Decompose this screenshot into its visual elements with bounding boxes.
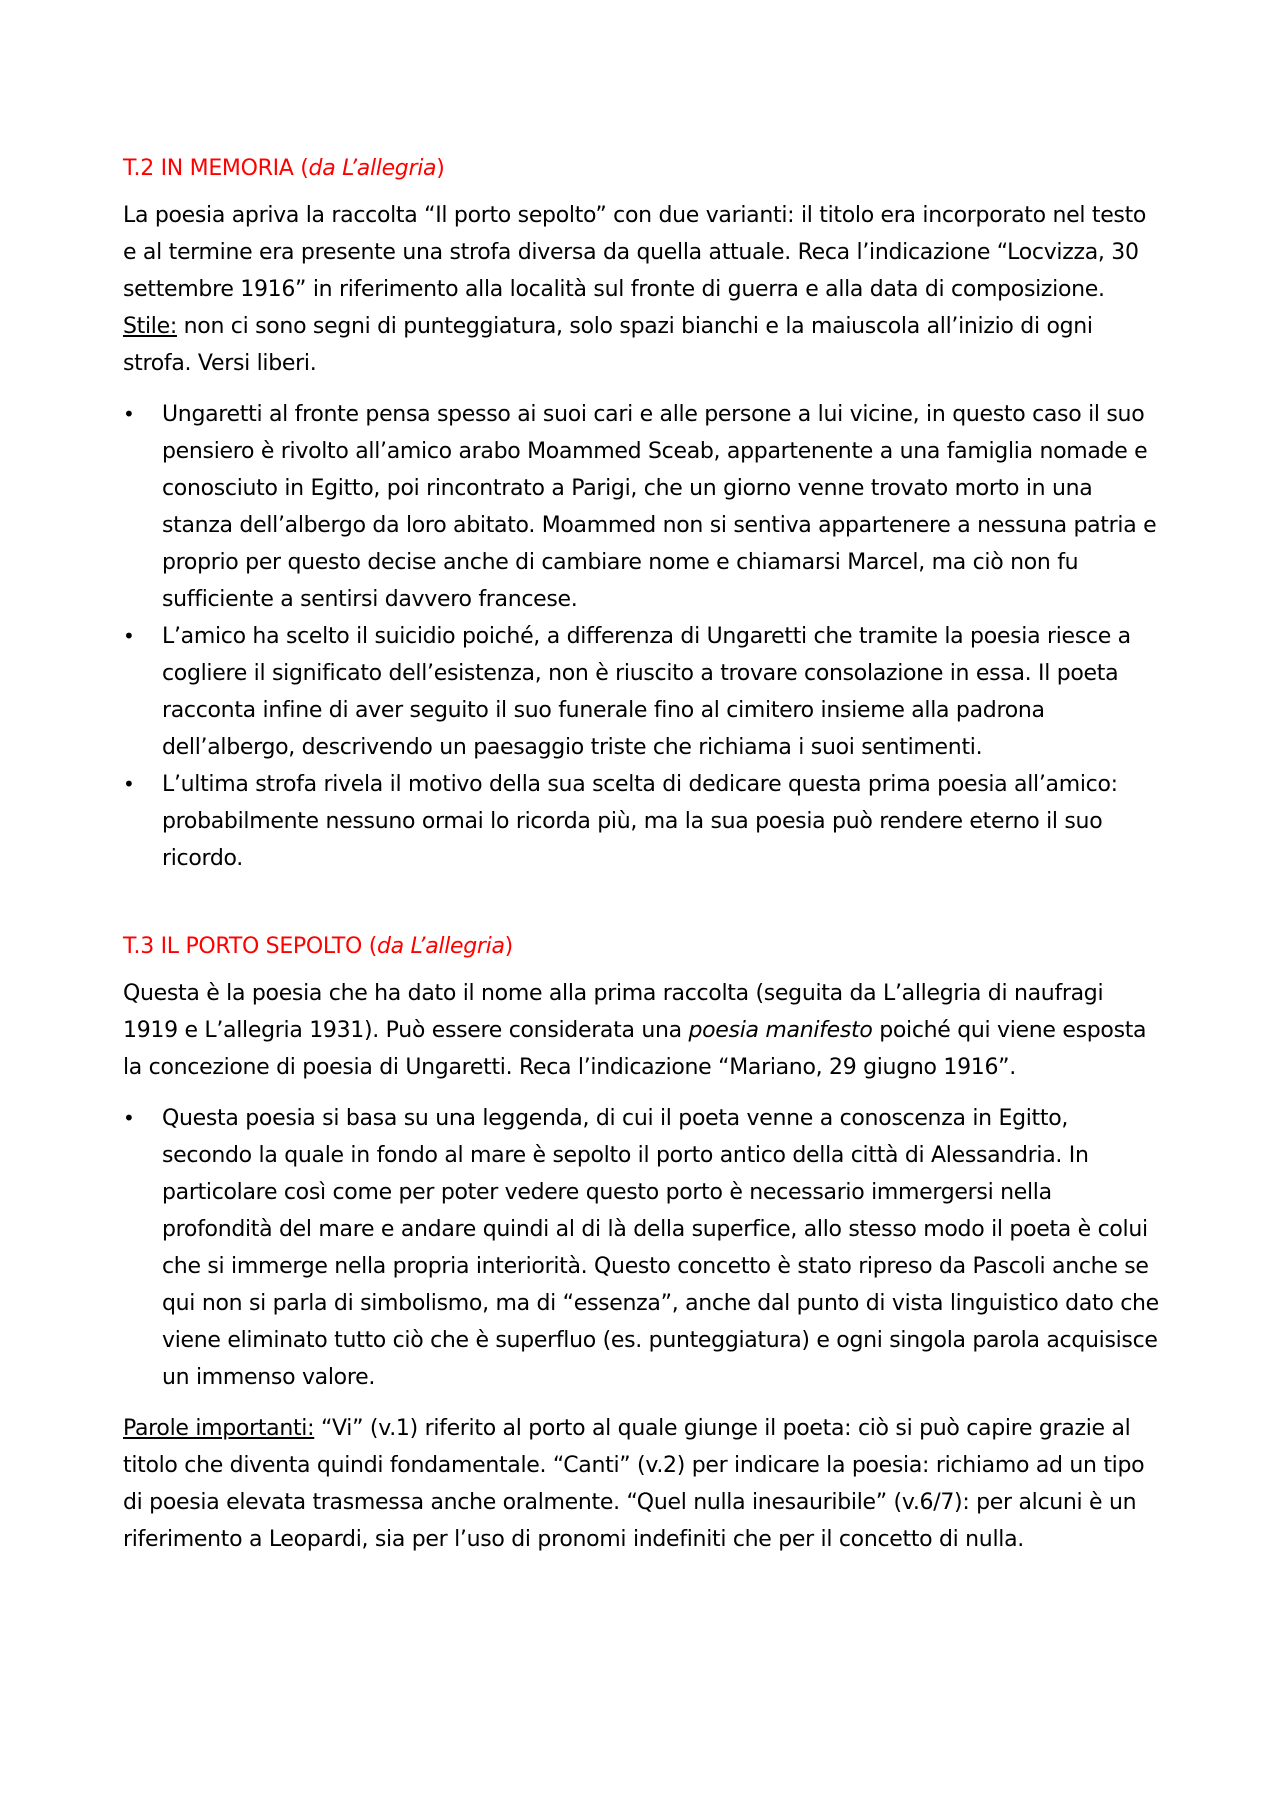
- list-item: [123, 1100, 1163, 1396]
- list-item: [123, 766, 1163, 877]
- document-page: [123, 150, 1163, 1572]
- section-heading-in-memoria: [123, 150, 1163, 187]
- intro-text: La poesia apriva la raccolta “Il porto sepolto” con due varianti: il titolo era incorporato nel testo e al termine era presente una strofa diversa da quella attuale. Reca l’indicazione “Locvizza, 30 settembre 1916” in riferimento alla località sul fronte di guerra e alla data di composizione.: [123, 203, 1147, 302]
- bullet-icon: •: [123, 402, 135, 426]
- list-item-text: L’amico ha scelto il suicidio poiché, a differenza di Ungaretti che tramite la poesia riesce a cogliere il significato dell’esistenza, non è riuscito a trovare consolazione in essa. Il poeta racconta infine di aver seguito il suo funerale fino al cimitero insieme alla padrona dell’albergo, descrivendo un paesaggio triste che richiama i suoi sentimenti.: [162, 624, 1131, 760]
- list-item-text: Questa poesia si basa su una leggenda, di cui il poeta venne a conoscenza in Egitto, secondo la quale in fondo al mare è sepolto il porto antico della città di Alessandria. In particolare così come per poter vedere questo porto è necessario immergersi nella profondità del mare e andare quindi al di là della superfice, allo stesso modo il poeta è colui che si immerge nella propria interiorità. Questo concetto è stato ripreso da Pascoli anche se qui non si parla di simbolismo, ma di “essenza”, anche dal punto di vista linguistico dato che viene eliminato tutto ciò che è superfluo (es. punteggiatura) e ogni singola parola acquisisce un immenso valore.: [162, 1106, 1159, 1390]
- intro-text-after: poiché qui viene esposta la concezione di poesia di Ungaretti. Reca l’indicazione “Mariano, 29 giugno 1916”.: [123, 1018, 1147, 1080]
- bullet-icon: •: [123, 772, 135, 796]
- heading-italic-source: da L’allegria: [376, 934, 505, 959]
- bullet-icon: •: [123, 624, 135, 648]
- parole-importanti-paragraph: [123, 1410, 1163, 1558]
- heading-close: ): [504, 934, 513, 959]
- heading-text: T.2 IN MEMORIA (: [123, 156, 309, 181]
- intro-text-after: non ci sono segni di punteggiatura, solo spazi bianchi e la maiuscola all’inizio di ogni strofa. Versi liberi.: [123, 314, 1093, 376]
- list-item: [123, 396, 1163, 618]
- heading-italic-source: da L’allegria: [308, 156, 437, 181]
- parole-importanti-text: “Vi” (v.1) riferito al porto al quale giunge il poeta: ciò si può capire grazie al titolo che diventa quindi fondamentale. “Canti” (v.2) per indicare la poesia: richiamo ad un tipo di poesia elevata trasmessa anche oralmente. “Quel nulla inesauribile” (v.6/7): per alcuni è un riferimento a Leopardi, sia per l’uso di pronomi indefiniti che per il concetto di nulla.: [123, 1416, 1145, 1552]
- intro-paragraph-in-memoria: [123, 197, 1163, 382]
- poesia-manifesto-term: poesia manifesto: [688, 1018, 873, 1043]
- list-item: [123, 618, 1163, 766]
- heading-close: ): [436, 156, 445, 181]
- intro-paragraph-porto-sepolto: [123, 975, 1163, 1086]
- bullet-icon: •: [123, 1106, 135, 1130]
- section-heading-porto-sepolto: [123, 928, 1163, 965]
- list-item-text: L’ultima strofa rivela il motivo della sua scelta di dedicare questa prima poesia all’amico: probabilmente nessuno ormai lo ricorda più, ma la sua poesia può rendere eterno il suo ricordo.: [162, 772, 1118, 871]
- heading-text: T.3 IL PORTO SEPOLTO (: [123, 934, 377, 959]
- bullet-list-porto-sepolto: [123, 1100, 1163, 1396]
- parole-importanti-label: Parole importanti:: [123, 1416, 315, 1441]
- intro-text: Questa è la poesia che ha dato il nome alla prima raccolta (seguita da L’allegria di naufragi 1919 e L’allegria 1931). Può essere considerata una: [123, 981, 1104, 1043]
- section-spacer: [123, 891, 1163, 928]
- bullet-list-in-memoria: [123, 396, 1163, 877]
- list-item-text: Ungaretti al fronte pensa spesso ai suoi cari e alle persone a lui vicine, in questo caso il suo pensiero è rivolto all’amico arabo Moammed Sceab, appartenente a una famiglia nomade e conosciuto in Egitto, poi rincontrato a Parigi, che un giorno venne trovato morto in una stanza dell’albergo da loro abitato. Moammed non si sentiva appartenere a nessuna patria e proprio per questo decise anche di cambiare nome e chiamarsi Marcel, ma ciò non fu sufficiente a sentirsi davvero francese.: [162, 402, 1157, 612]
- stile-label: Stile:: [123, 314, 177, 339]
